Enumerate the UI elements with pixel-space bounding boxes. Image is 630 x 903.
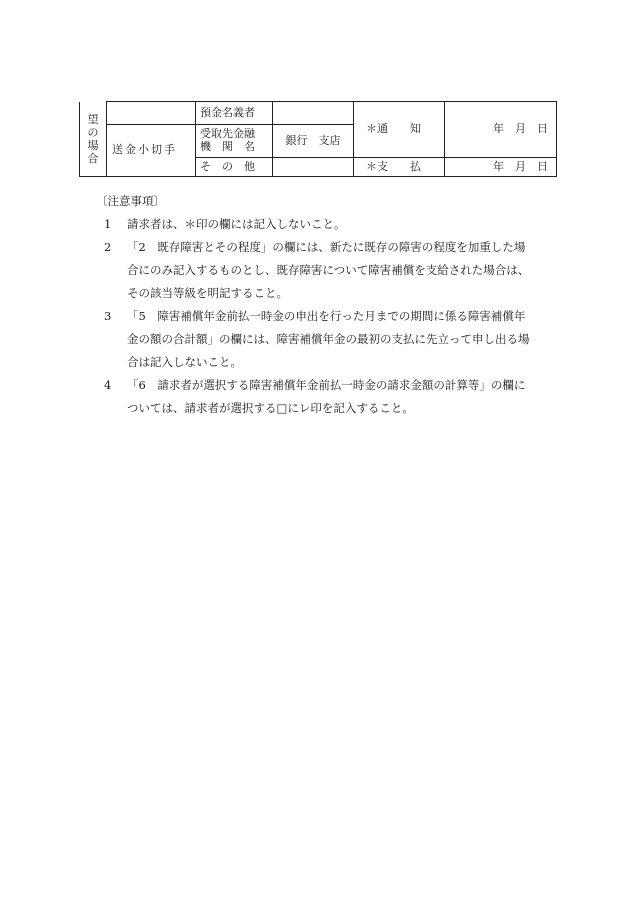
note-item bbox=[96, 374, 536, 420]
notice-date: 年 月 日 bbox=[445, 102, 557, 158]
other-field[interactable] bbox=[273, 158, 354, 177]
remit-check-label: 送金小切手 bbox=[107, 125, 196, 177]
note-number: 3 bbox=[104, 309, 112, 323]
payment-date: 年 月 日 bbox=[445, 158, 557, 177]
notice-label: ＊通 知 bbox=[354, 102, 445, 158]
blank-cell[interactable] bbox=[107, 102, 196, 125]
note-text: 「2 既存障害とその程度」の欄には、新たに既存の障害の程度を加重した場合にのみ記入するものとし、既存障害について障害補償を支給された場合は、その該当等級を明記すること。 bbox=[127, 240, 530, 300]
note-number: 1 bbox=[104, 217, 112, 231]
deposit-name-label: 預金名義者 bbox=[196, 102, 273, 125]
note-text: 請求者は、＊印の欄には記入しないこと。 bbox=[127, 217, 346, 231]
note-number: 4 bbox=[104, 378, 112, 392]
payment-method-side-label bbox=[80, 102, 107, 177]
notes-title: 〔注意事項〕 bbox=[96, 194, 165, 208]
payment-method-table bbox=[79, 101, 557, 177]
note-item bbox=[96, 305, 536, 374]
payment-label: ＊支 払 bbox=[354, 158, 445, 177]
note-item bbox=[96, 213, 536, 236]
notes-section bbox=[96, 190, 536, 420]
recipient-bank-label-line1: 受取先金融 bbox=[200, 127, 255, 141]
note-item bbox=[96, 236, 536, 305]
bank-branch-field[interactable]: 銀行 支店 bbox=[273, 125, 354, 158]
recipient-bank-label bbox=[196, 125, 273, 158]
note-text: 「6 請求者が選択する障害補償年金前払一時金の請求金額の計算等」の欄については、請求者が選択する□にレ印を記入すること。 bbox=[127, 378, 526, 415]
vertical-label: 望の場合 bbox=[87, 112, 99, 165]
deposit-name-field[interactable] bbox=[273, 102, 354, 125]
note-number: 2 bbox=[104, 240, 112, 254]
recipient-bank-label-line2: 機 関 名 bbox=[200, 140, 255, 153]
note-text: 「5 障害補償年金前払一時金の申出を行った月までの期間に係る障害補償年金の額の合計額」の欄には、障害補償年金の最初の支払に先立って申し出る場合は記入しないこと。 bbox=[127, 309, 530, 369]
other-label: そ の 他 bbox=[196, 158, 273, 177]
